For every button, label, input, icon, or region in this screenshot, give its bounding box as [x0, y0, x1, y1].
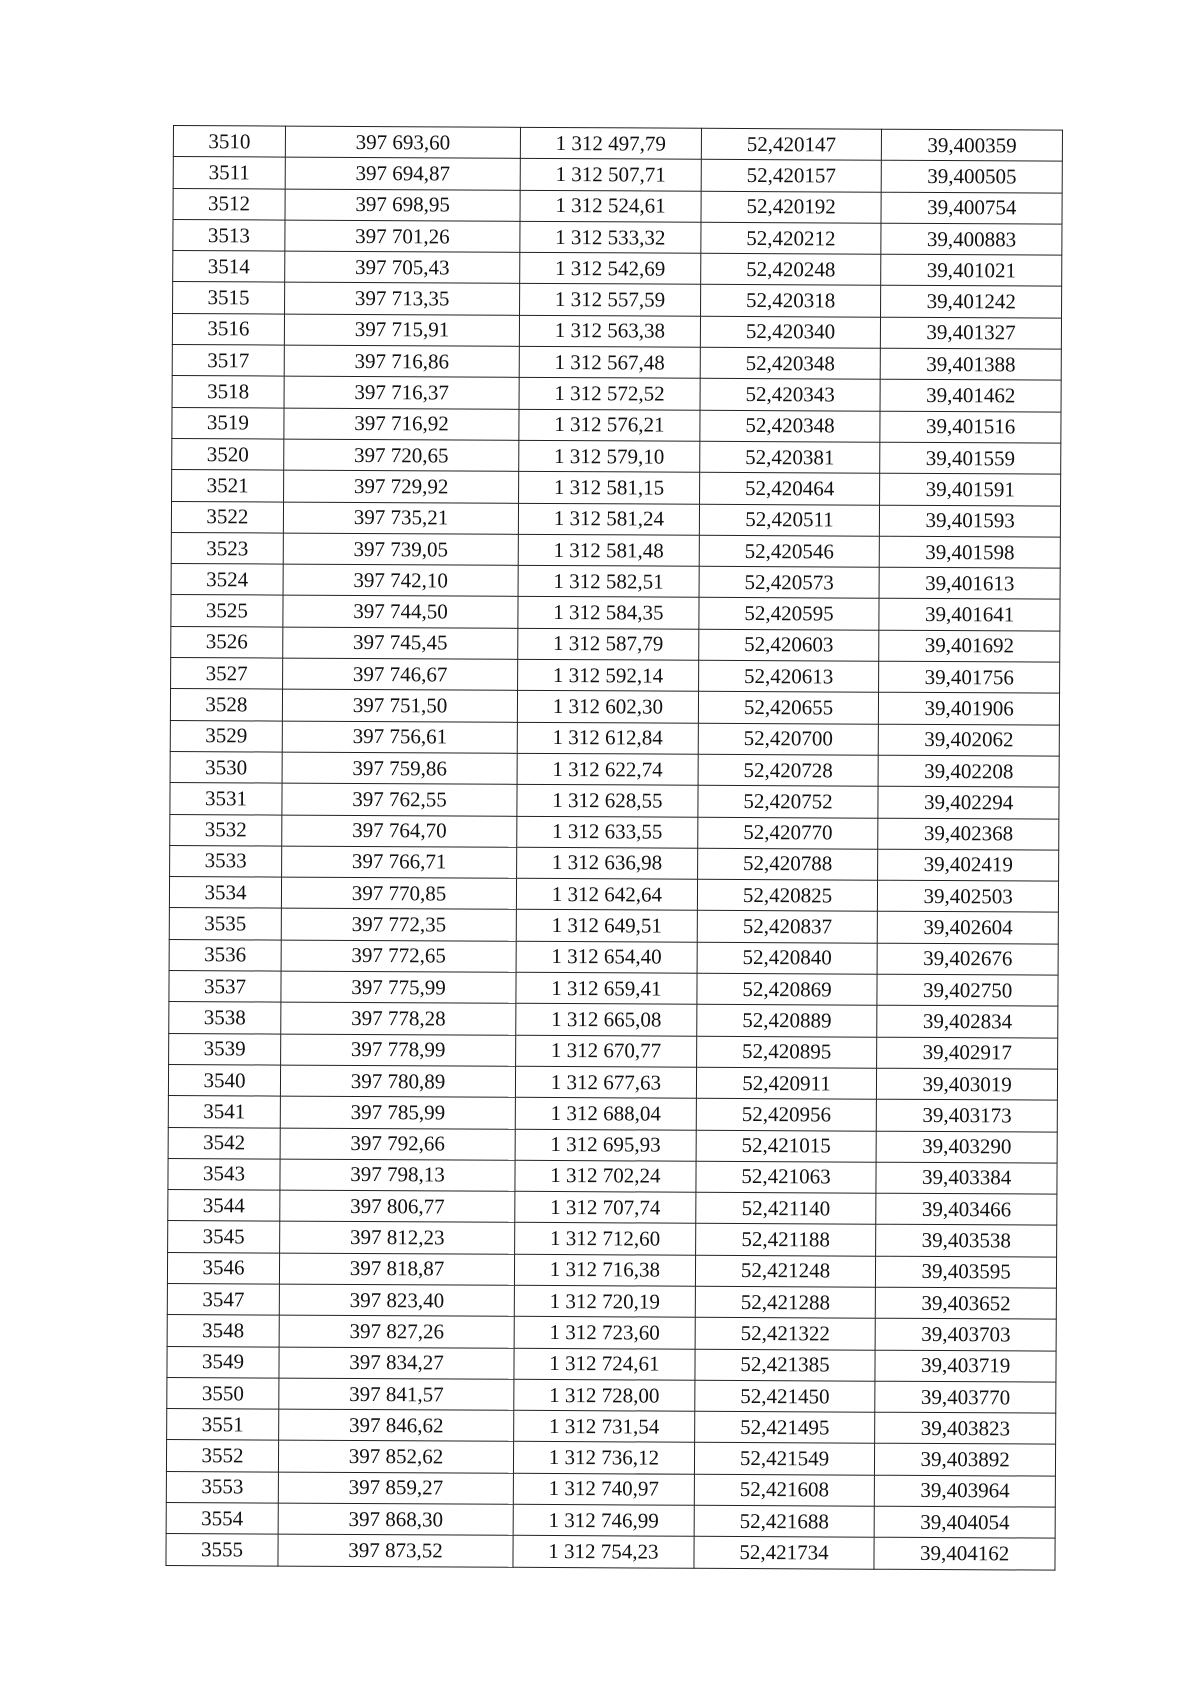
y-coordinate-cell: 1 312 579,10	[519, 440, 700, 472]
point-number-cell: 3554	[166, 1503, 278, 1535]
latitude-cell: 52,420381	[699, 441, 880, 473]
point-number-cell: 3530	[170, 751, 282, 783]
longitude-cell: 39,404162	[874, 1538, 1055, 1570]
table-row	[167, 1315, 1056, 1351]
point-number-cell: 3555	[166, 1534, 278, 1566]
longitude-cell: 39,401756	[879, 661, 1060, 693]
longitude-cell: 39,403173	[877, 1099, 1058, 1131]
longitude-cell: 39,401462	[880, 380, 1061, 412]
latitude-cell: 52,420911	[696, 1067, 877, 1099]
point-number-cell: 3551	[167, 1409, 279, 1441]
longitude-cell: 39,401516	[880, 411, 1061, 443]
x-coordinate-cell: 397 770,85	[281, 877, 516, 910]
latitude-cell: 52,420212	[701, 222, 882, 254]
x-coordinate-cell: 397 716,37	[284, 376, 519, 409]
y-coordinate-cell: 1 312 670,77	[516, 1035, 697, 1067]
latitude-cell: 52,420869	[697, 973, 878, 1005]
table-row	[172, 407, 1061, 443]
table-row	[173, 188, 1062, 224]
y-coordinate-cell: 1 312 649,51	[516, 910, 697, 942]
table-row	[168, 1190, 1057, 1226]
table-row	[171, 626, 1060, 662]
y-coordinate-cell: 1 312 622,74	[517, 753, 698, 785]
point-number-cell: 3532	[170, 814, 282, 846]
latitude-cell: 52,421549	[694, 1443, 875, 1475]
point-number-cell: 3523	[171, 532, 283, 564]
table-row	[173, 282, 1062, 318]
x-coordinate-cell: 397 746,67	[283, 658, 518, 691]
point-number-cell: 3539	[169, 1033, 281, 1065]
table-row	[169, 877, 1058, 913]
table-row	[172, 376, 1061, 412]
table-row	[166, 1471, 1055, 1507]
latitude-cell: 52,420613	[698, 660, 879, 692]
longitude-cell: 39,403964	[875, 1475, 1056, 1507]
x-coordinate-cell: 397 823,40	[279, 1284, 514, 1317]
y-coordinate-cell: 1 312 754,23	[513, 1536, 694, 1568]
y-coordinate-cell: 1 312 659,41	[516, 972, 697, 1004]
longitude-cell: 39,401388	[881, 348, 1062, 380]
y-coordinate-cell: 1 312 636,98	[517, 847, 698, 879]
point-number-cell: 3524	[171, 564, 283, 596]
longitude-cell: 39,402604	[878, 912, 1059, 944]
table-row	[169, 971, 1058, 1007]
x-coordinate-cell: 397 751,50	[282, 689, 517, 722]
y-coordinate-cell: 1 312 507,71	[520, 159, 701, 191]
latitude-cell: 52,421188	[695, 1224, 876, 1256]
y-coordinate-cell: 1 312 746,99	[513, 1504, 694, 1536]
x-coordinate-cell: 397 713,35	[285, 283, 520, 316]
point-number-cell: 3543	[168, 1158, 280, 1190]
longitude-cell: 39,401327	[881, 317, 1062, 349]
point-number-cell: 3544	[168, 1190, 280, 1222]
x-coordinate-cell: 397 818,87	[279, 1253, 514, 1286]
latitude-cell: 52,421688	[694, 1505, 875, 1537]
longitude-cell: 39,403538	[876, 1225, 1057, 1257]
y-coordinate-cell: 1 312 736,12	[514, 1442, 695, 1474]
point-number-cell: 3510	[173, 126, 285, 158]
longitude-cell: 39,401591	[880, 473, 1061, 505]
table-row	[166, 1503, 1055, 1539]
table-row	[173, 157, 1062, 193]
latitude-cell: 52,420318	[700, 285, 881, 317]
latitude-cell: 52,421322	[695, 1318, 876, 1350]
latitude-cell: 52,420770	[697, 817, 878, 849]
point-number-cell: 3542	[168, 1127, 280, 1159]
longitude-cell: 39,403384	[876, 1162, 1057, 1194]
latitude-cell: 52,420603	[698, 629, 879, 661]
y-coordinate-cell: 1 312 642,64	[517, 878, 698, 910]
latitude-cell: 52,421385	[695, 1349, 876, 1381]
longitude-cell: 39,400883	[881, 223, 1062, 255]
point-number-cell: 3514	[173, 251, 285, 283]
x-coordinate-cell: 397 792,66	[280, 1128, 515, 1161]
x-coordinate-cell: 397 735,21	[283, 502, 518, 535]
y-coordinate-cell: 1 312 707,74	[515, 1191, 696, 1223]
y-coordinate-cell: 1 312 633,55	[517, 816, 698, 848]
latitude-cell: 52,421450	[695, 1380, 876, 1412]
table-row	[170, 814, 1059, 850]
latitude-cell: 52,420840	[697, 942, 878, 974]
latitude-cell: 52,420343	[700, 379, 881, 411]
longitude-cell: 39,403652	[876, 1287, 1057, 1319]
longitude-cell: 39,404054	[874, 1506, 1055, 1538]
point-number-cell: 3526	[171, 626, 283, 658]
y-coordinate-cell: 1 312 677,63	[516, 1066, 697, 1098]
x-coordinate-cell: 397 812,23	[280, 1221, 515, 1254]
table-row	[171, 595, 1060, 631]
coordinates-table	[165, 125, 1063, 1570]
longitude-cell: 39,402503	[878, 880, 1059, 912]
latitude-cell: 52,420546	[699, 535, 880, 567]
latitude-cell: 52,420192	[701, 191, 882, 223]
point-number-cell: 3519	[172, 407, 284, 439]
latitude-cell: 52,421248	[695, 1255, 876, 1287]
point-number-cell: 3548	[167, 1315, 279, 1347]
y-coordinate-cell: 1 312 581,48	[518, 534, 699, 566]
latitude-cell: 52,420956	[696, 1098, 877, 1130]
latitude-cell: 52,420595	[699, 598, 880, 630]
x-coordinate-cell: 397 701,26	[285, 220, 520, 253]
y-coordinate-cell: 1 312 612,84	[517, 722, 698, 754]
y-coordinate-cell: 1 312 665,08	[516, 1004, 697, 1036]
longitude-cell: 39,401906	[879, 693, 1060, 725]
table-row	[170, 751, 1059, 787]
longitude-cell: 39,402917	[877, 1037, 1058, 1069]
point-number-cell: 3511	[173, 157, 285, 189]
latitude-cell: 52,420340	[700, 316, 881, 348]
longitude-cell: 39,403892	[875, 1444, 1056, 1476]
x-coordinate-cell: 397 698,95	[285, 189, 520, 222]
table-row	[173, 251, 1062, 287]
latitude-cell: 52,420752	[698, 785, 879, 817]
y-coordinate-cell: 1 312 712,60	[515, 1223, 696, 1255]
y-coordinate-cell: 1 312 524,61	[520, 190, 701, 222]
coordinates-table-body	[166, 126, 1063, 1570]
y-coordinate-cell: 1 312 567,48	[519, 346, 700, 378]
point-number-cell: 3541	[168, 1096, 280, 1128]
table-row	[172, 470, 1061, 506]
x-coordinate-cell: 397 759,86	[282, 752, 517, 785]
x-coordinate-cell: 397 852,62	[278, 1441, 513, 1474]
latitude-cell: 52,420511	[699, 504, 880, 536]
latitude-cell: 52,420573	[699, 566, 880, 598]
x-coordinate-cell: 397 764,70	[282, 815, 517, 848]
longitude-cell: 39,402419	[878, 849, 1059, 881]
point-number-cell: 3536	[169, 939, 281, 971]
latitude-cell: 52,420825	[697, 879, 878, 911]
point-number-cell: 3512	[173, 188, 285, 220]
x-coordinate-cell: 397 766,71	[282, 846, 517, 879]
longitude-cell: 39,403703	[875, 1318, 1056, 1350]
table-row	[169, 908, 1058, 944]
point-number-cell: 3552	[166, 1440, 278, 1472]
table-row	[167, 1409, 1056, 1445]
y-coordinate-cell: 1 312 572,52	[519, 378, 700, 410]
point-number-cell: 3545	[168, 1221, 280, 1253]
y-coordinate-cell: 1 312 702,24	[515, 1160, 696, 1192]
latitude-cell: 52,421608	[694, 1474, 875, 1506]
y-coordinate-cell: 1 312 716,38	[515, 1254, 696, 1286]
point-number-cell: 3534	[169, 877, 281, 909]
point-number-cell: 3518	[172, 376, 284, 408]
longitude-cell: 39,402208	[878, 755, 1059, 787]
x-coordinate-cell: 397 859,27	[278, 1472, 513, 1505]
point-number-cell: 3533	[170, 845, 282, 877]
y-coordinate-cell: 1 312 584,35	[518, 597, 699, 629]
table-row	[171, 564, 1060, 600]
x-coordinate-cell: 397 873,52	[278, 1534, 513, 1567]
table-row	[171, 532, 1060, 568]
point-number-cell: 3528	[170, 689, 282, 721]
longitude-cell: 39,401242	[881, 286, 1062, 318]
latitude-cell: 52,420157	[701, 160, 882, 192]
point-number-cell: 3516	[172, 313, 284, 345]
longitude-cell: 39,402062	[879, 724, 1060, 756]
point-number-cell: 3513	[173, 219, 285, 251]
table-row	[170, 689, 1059, 725]
latitude-cell: 52,420147	[701, 128, 882, 160]
y-coordinate-cell: 1 312 563,38	[519, 315, 700, 347]
latitude-cell: 52,420700	[698, 723, 879, 755]
point-number-cell: 3520	[172, 438, 284, 470]
longitude-cell: 39,400359	[882, 129, 1063, 161]
latitude-cell: 52,420248	[700, 253, 881, 285]
point-number-cell: 3547	[167, 1283, 279, 1315]
x-coordinate-cell: 397 729,92	[284, 470, 519, 503]
x-coordinate-cell: 397 772,35	[281, 909, 516, 942]
x-coordinate-cell: 397 720,65	[284, 439, 519, 472]
longitude-cell: 39,401692	[879, 630, 1060, 662]
y-coordinate-cell: 1 312 723,60	[514, 1317, 695, 1349]
point-number-cell: 3537	[169, 971, 281, 1003]
table-row	[171, 501, 1060, 537]
point-number-cell: 3550	[167, 1377, 279, 1409]
table-row	[168, 1127, 1057, 1163]
point-number-cell: 3525	[171, 595, 283, 627]
latitude-cell: 52,421495	[694, 1411, 875, 1443]
y-coordinate-cell: 1 312 576,21	[519, 409, 700, 441]
x-coordinate-cell: 397 716,86	[284, 345, 519, 378]
point-number-cell: 3538	[169, 1002, 281, 1034]
longitude-cell: 39,402676	[877, 943, 1058, 975]
x-coordinate-cell: 397 806,77	[280, 1190, 515, 1223]
latitude-cell: 52,420895	[696, 1036, 877, 1068]
latitude-cell: 52,421288	[695, 1286, 876, 1318]
x-coordinate-cell: 397 841,57	[279, 1378, 514, 1411]
latitude-cell: 52,421734	[694, 1537, 875, 1569]
table-row	[172, 345, 1061, 381]
y-coordinate-cell: 1 312 542,69	[520, 253, 701, 285]
latitude-cell: 52,421015	[696, 1130, 877, 1162]
y-coordinate-cell: 1 312 533,32	[520, 221, 701, 253]
longitude-cell: 39,401593	[880, 505, 1061, 537]
longitude-cell: 39,403290	[876, 1131, 1057, 1163]
table-row	[167, 1377, 1056, 1413]
latitude-cell: 52,420655	[698, 692, 879, 724]
x-coordinate-cell: 397 775,99	[281, 971, 516, 1004]
y-coordinate-cell: 1 312 724,61	[514, 1348, 695, 1380]
x-coordinate-cell: 397 716,92	[284, 408, 519, 441]
point-number-cell: 3535	[169, 908, 281, 940]
x-coordinate-cell: 397 827,26	[279, 1315, 514, 1348]
table-row	[172, 438, 1061, 474]
table-row	[168, 1064, 1057, 1100]
x-coordinate-cell: 397 778,28	[281, 1002, 516, 1035]
x-coordinate-cell: 397 756,61	[282, 721, 517, 754]
latitude-cell: 52,420348	[700, 410, 881, 442]
longitude-cell: 39,403019	[877, 1068, 1058, 1100]
y-coordinate-cell: 1 312 497,79	[520, 127, 701, 159]
y-coordinate-cell: 1 312 587,79	[518, 628, 699, 660]
x-coordinate-cell: 397 834,27	[279, 1347, 514, 1380]
y-coordinate-cell: 1 312 688,04	[515, 1098, 696, 1130]
point-number-cell: 3529	[170, 720, 282, 752]
longitude-cell: 39,403466	[876, 1193, 1057, 1225]
y-coordinate-cell: 1 312 628,55	[517, 785, 698, 817]
table-row	[173, 219, 1062, 255]
x-coordinate-cell: 397 744,50	[283, 596, 518, 629]
y-coordinate-cell: 1 312 592,14	[518, 659, 699, 691]
point-number-cell: 3527	[171, 658, 283, 690]
longitude-cell: 39,402750	[877, 974, 1058, 1006]
table-row	[173, 126, 1062, 162]
table-row	[168, 1221, 1057, 1257]
point-number-cell: 3531	[170, 783, 282, 815]
longitude-cell: 39,403770	[875, 1381, 1056, 1413]
table-row	[167, 1252, 1056, 1288]
x-coordinate-cell: 397 762,55	[282, 783, 517, 816]
y-coordinate-cell: 1 312 728,00	[514, 1379, 695, 1411]
longitude-cell: 39,403719	[875, 1350, 1056, 1382]
point-number-cell: 3549	[167, 1346, 279, 1378]
x-coordinate-cell: 397 693,60	[285, 126, 520, 159]
table-row	[166, 1440, 1055, 1476]
point-number-cell: 3517	[172, 345, 284, 377]
table-row	[167, 1283, 1056, 1319]
longitude-cell: 39,402368	[878, 818, 1059, 850]
longitude-cell: 39,401641	[879, 599, 1060, 631]
point-number-cell: 3515	[173, 282, 285, 314]
table-row	[168, 1158, 1057, 1194]
table-row	[166, 1534, 1055, 1570]
latitude-cell: 52,421140	[695, 1192, 876, 1224]
latitude-cell: 52,420788	[697, 848, 878, 880]
x-coordinate-cell: 397 705,43	[285, 251, 520, 284]
y-coordinate-cell: 1 312 581,15	[519, 472, 700, 504]
table-row	[170, 845, 1059, 881]
latitude-cell: 52,420348	[700, 347, 881, 379]
point-number-cell: 3522	[171, 501, 283, 533]
x-coordinate-cell: 397 846,62	[279, 1409, 514, 1442]
y-coordinate-cell: 1 312 602,30	[517, 691, 698, 723]
longitude-cell: 39,401598	[880, 536, 1061, 568]
longitude-cell: 39,403823	[875, 1412, 1056, 1444]
x-coordinate-cell: 397 798,13	[280, 1159, 515, 1192]
x-coordinate-cell: 397 772,65	[281, 940, 516, 973]
x-coordinate-cell: 397 780,89	[280, 1065, 515, 1098]
table-row	[167, 1346, 1056, 1382]
x-coordinate-cell: 397 868,30	[278, 1503, 513, 1536]
point-number-cell: 3521	[172, 470, 284, 502]
x-coordinate-cell: 397 785,99	[280, 1096, 515, 1129]
table-row	[171, 658, 1060, 694]
table-row	[172, 313, 1061, 349]
x-coordinate-cell: 397 715,91	[284, 314, 519, 347]
longitude-cell: 39,402294	[878, 786, 1059, 818]
y-coordinate-cell: 1 312 731,54	[514, 1410, 695, 1442]
point-number-cell: 3540	[168, 1064, 280, 1096]
longitude-cell: 39,401559	[880, 442, 1061, 474]
y-coordinate-cell: 1 312 654,40	[516, 941, 697, 973]
y-coordinate-cell: 1 312 720,19	[514, 1285, 695, 1317]
table-row	[170, 783, 1059, 819]
x-coordinate-cell: 397 745,45	[283, 627, 518, 660]
table-row	[168, 1096, 1057, 1132]
x-coordinate-cell: 397 739,05	[283, 533, 518, 566]
longitude-cell: 39,400505	[882, 161, 1063, 193]
point-number-cell: 3546	[167, 1252, 279, 1284]
table-row	[170, 720, 1059, 756]
longitude-cell: 39,403595	[876, 1256, 1057, 1288]
table-row	[169, 1033, 1058, 1069]
table-row	[169, 939, 1058, 975]
latitude-cell: 52,420837	[697, 911, 878, 943]
latitude-cell: 52,420889	[696, 1005, 877, 1037]
longitude-cell: 39,401021	[881, 254, 1062, 286]
longitude-cell: 39,401613	[879, 567, 1060, 599]
y-coordinate-cell: 1 312 695,93	[515, 1129, 696, 1161]
x-coordinate-cell: 397 694,87	[285, 157, 520, 190]
y-coordinate-cell: 1 312 582,51	[518, 565, 699, 597]
longitude-cell: 39,402834	[877, 1006, 1058, 1038]
y-coordinate-cell: 1 312 557,59	[520, 284, 701, 316]
latitude-cell: 52,420728	[698, 754, 879, 786]
latitude-cell: 52,420464	[699, 473, 880, 505]
point-number-cell: 3553	[166, 1471, 278, 1503]
x-coordinate-cell: 397 778,99	[281, 1034, 516, 1067]
y-coordinate-cell: 1 312 740,97	[513, 1473, 694, 1505]
latitude-cell: 52,421063	[696, 1161, 877, 1193]
longitude-cell: 39,400754	[881, 192, 1062, 224]
table-row	[169, 1002, 1058, 1038]
y-coordinate-cell: 1 312 581,24	[518, 503, 699, 535]
x-coordinate-cell: 397 742,10	[283, 564, 518, 597]
